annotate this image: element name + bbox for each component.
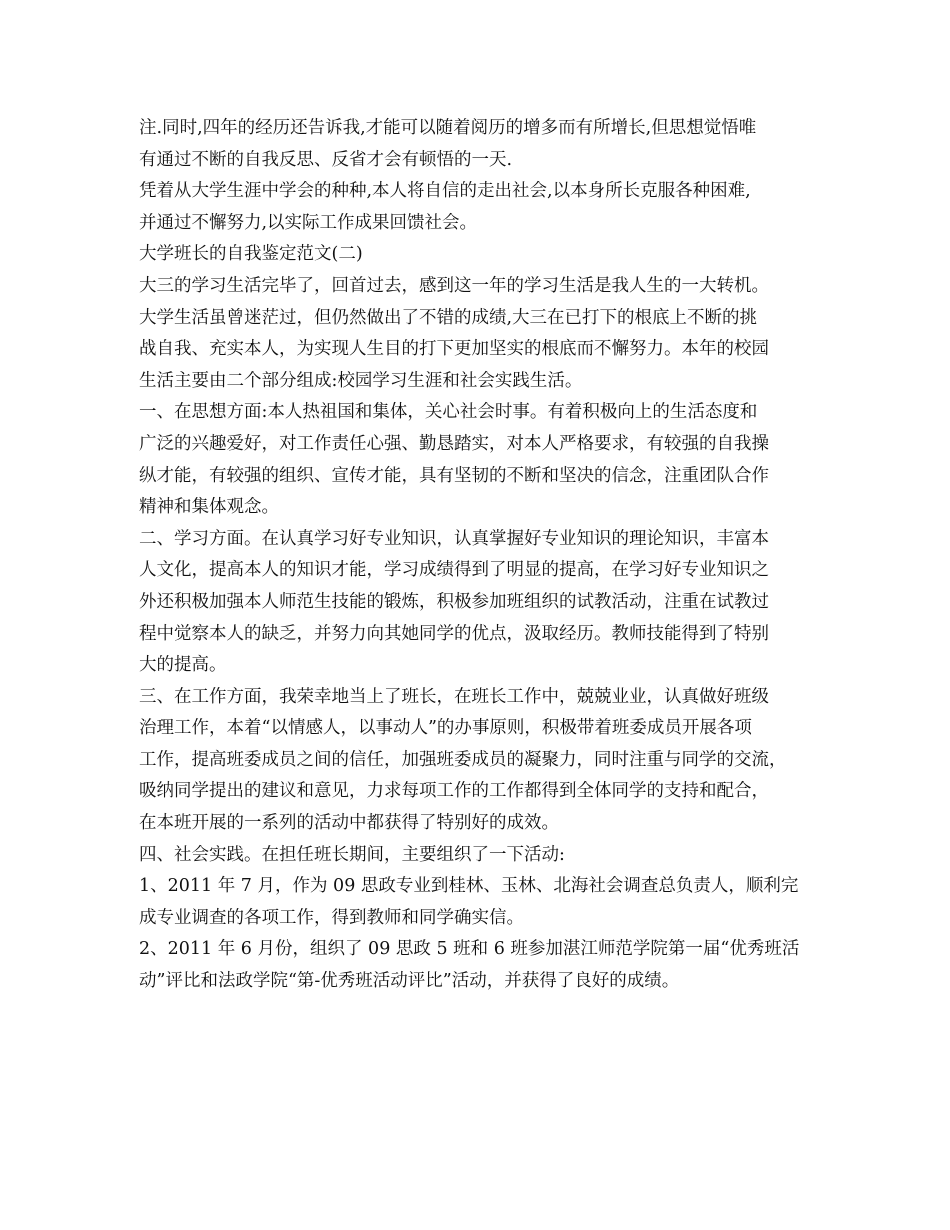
text-line: 外还积极加强本人师范生技能的锻炼，积极参加班组织的试教活动，注重在试教过: [139, 591, 769, 612]
text-line: 二、学习方面。在认真学习好专业知识，认真掌握好专业知识的理论知识，丰富本: [139, 528, 769, 549]
heading-text: 大学班长的自我鉴定范文(二): [139, 244, 363, 265]
text-line: 大三的学习生活完毕了，回首过去，感到这一年的学习生活是我人生的一大转机。: [139, 275, 769, 296]
text-line: 凭着从大学生涯中学会的种种,本人将自信的走出社会,以本身所长克服各种困难,: [139, 181, 751, 202]
text-line: 四、社会实践。在担任班长期间，主要组织了一下活动:: [139, 844, 565, 865]
text-line: 动”评比和法政学院“第-优秀班活动评比”活动，并获得了良好的成绩。: [139, 971, 680, 992]
text-line: 2、2011 年 6 月份，组织了 09 思政 5 班和 6 班参加湛江师范学院第一届“优秀班活: [139, 939, 800, 960]
text-line: 程中觉察本人的缺乏，并努力向其她同学的优点，汲取经历。教师技能得到了特别: [139, 623, 769, 644]
paragraph-growth-reflection: [139, 113, 839, 176]
text-line: 战自我、充实本人，为实现人生目的打下更加坚实的根底而不懈努力。本年的校园: [139, 339, 769, 360]
paragraph-activity-2: [139, 934, 839, 997]
text-line: 大学生活虽曾迷茫过，但仍然做出了不错的成绩,大三在已打下的根底上不断的挑: [139, 307, 758, 328]
text-line: 吸纳同学提出的建议和意见，力求每项工作的工作都得到全体同学的支持和配合，: [139, 781, 769, 802]
text-line: 纵才能，有较强的组织、宣传才能，具有坚韧的不断和坚决的信念，注重团队合作: [139, 465, 769, 486]
text-line: 一、在思想方面:本人热祖国和集体，关心社会时事。有着积极向上的生活态度和: [139, 402, 758, 423]
text-line: 并通过不懈努力,以实际工作成果回馈社会。: [139, 212, 478, 233]
text-line: 有通过不断的自我反思、反省才会有顿悟的一天.: [139, 149, 513, 170]
text-line: 广泛的兴趣爱好，对工作责任心强、勤恳踏实，对本人严格要求，有较强的自我操: [139, 433, 769, 454]
text-line: 生活主要由二个部分组成:校园学习生涯和社会实践生活。: [139, 370, 583, 391]
text-line: 工作，提高班委成员之间的信任，加强班委成员的凝聚力，同时注重与同学的交流，: [139, 749, 787, 770]
text-line: 成专业调查的各项工作，得到教师和同学确实信。: [139, 907, 524, 928]
paragraph-practice: [139, 840, 839, 872]
paragraph-work: [139, 682, 839, 840]
text-line: 大的提高。: [139, 655, 227, 676]
text-line: 精神和集体观念。: [139, 497, 279, 518]
paragraph-intro: [139, 271, 839, 397]
text-line: 三、在工作方面，我荣幸地当上了班长，在班长工作中，兢兢业业，认真做好班级: [139, 686, 769, 707]
paragraph-confidence: [139, 176, 839, 239]
text-line: 注.同时,四年的经历还告诉我,才能可以随着阅历的增多而有所增长,但思想觉悟唯: [139, 118, 757, 138]
text-line: 1、2011 年 7 月，作为 09 思政专业到桂林、玉林、北海社会调查总负责人，顺利完: [139, 876, 799, 897]
text-line: 治理工作，本着“以情感人，以事动人”的办事原则，积极带着班委成员开展各项: [139, 718, 752, 739]
text-line: 人文化，提高本人的知识才能，学习成绩得到了明显的提高，在学习好专业知识之: [139, 560, 769, 581]
document-body: [139, 113, 839, 998]
paragraph-activity-1: [139, 871, 839, 934]
section-heading: [139, 239, 839, 271]
paragraph-ideology: [139, 397, 839, 523]
text-line: 在本班开展的一系列的活动中都获得了特别好的成效。: [139, 813, 559, 834]
paragraph-study: [139, 524, 839, 682]
